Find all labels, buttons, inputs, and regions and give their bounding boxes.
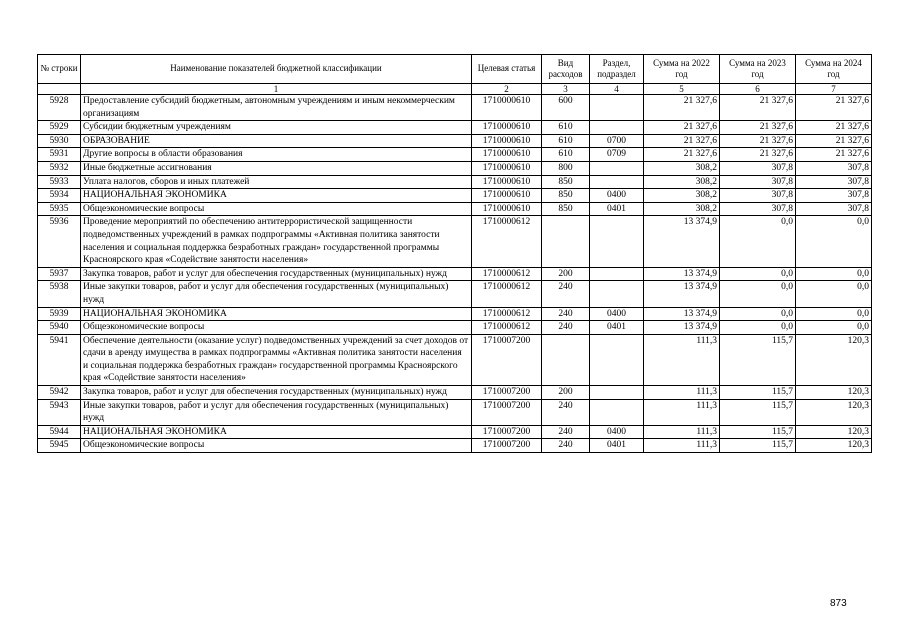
sum-2023-cell: 0,0: [720, 216, 796, 267]
sum-2023-cell: 0,0: [720, 267, 796, 281]
indicator-name-cell: Предоставление субсидий бюджетным, автономным учреждениям и иным некоммерческим организациям: [81, 95, 472, 121]
section-cell: [590, 281, 644, 307]
table-row: [38, 267, 872, 281]
sum-2022-cell: 111,3: [644, 425, 720, 439]
section-cell: [590, 334, 644, 385]
expense-type-cell: 240: [542, 281, 590, 307]
sum-2022-cell: 308,2: [644, 161, 720, 175]
indicator-name-cell: Общеэкономические вопросы: [81, 439, 472, 453]
row-number-cell: 5942: [38, 386, 81, 400]
section-cell: [590, 386, 644, 400]
expense-type-cell: 800: [542, 161, 590, 175]
sum-2022-cell: 21 327,6: [644, 121, 720, 135]
sum-2022-cell: 13 374,9: [644, 281, 720, 307]
target-article-cell: 1710000610: [472, 189, 542, 203]
sum-2024-cell: 120,3: [796, 439, 872, 453]
column-number: 4: [590, 84, 644, 95]
expense-type-cell: 240: [542, 399, 590, 425]
sum-2023-cell: 0,0: [720, 307, 796, 321]
sum-2022-cell: 111,3: [644, 439, 720, 453]
target-article-cell: 1710007200: [472, 399, 542, 425]
expense-type-cell: [542, 334, 590, 385]
sum-2022-cell: 111,3: [644, 386, 720, 400]
sum-2023-cell: 21 327,6: [720, 148, 796, 162]
expense-type-cell: 240: [542, 321, 590, 335]
expense-type-cell: 240: [542, 425, 590, 439]
sum-2022-cell: 111,3: [644, 399, 720, 425]
target-article-cell: 1710000612: [472, 321, 542, 335]
sum-2024-cell: 120,3: [796, 386, 872, 400]
sum-2022-cell: 13 374,9: [644, 267, 720, 281]
section-cell: [590, 95, 644, 121]
row-number-cell: 5934: [38, 189, 81, 203]
sum-2024-cell: 21 327,6: [796, 121, 872, 135]
section-cell: 0401: [590, 439, 644, 453]
expense-type-cell: 610: [542, 148, 590, 162]
target-article-cell: 1710000612: [472, 281, 542, 307]
table-row: [38, 202, 872, 216]
header-target: Целевая статья: [472, 55, 542, 84]
section-cell: 0401: [590, 202, 644, 216]
table-header-row: [38, 55, 872, 84]
row-number-cell: 5937: [38, 267, 81, 281]
indicator-name-cell: Общеэкономические вопросы: [81, 321, 472, 335]
expense-type-cell: [542, 216, 590, 267]
column-number: [38, 84, 81, 95]
sum-2023-cell: 21 327,6: [720, 95, 796, 121]
sum-2022-cell: 21 327,6: [644, 134, 720, 148]
table-row: [38, 334, 872, 385]
target-article-cell: 1710000610: [472, 202, 542, 216]
table-row: [38, 386, 872, 400]
row-number-cell: 5928: [38, 95, 81, 121]
sum-2022-cell: 308,2: [644, 202, 720, 216]
sum-2022-cell: 21 327,6: [644, 95, 720, 121]
row-number-cell: 5936: [38, 216, 81, 267]
indicator-name-cell: НАЦИОНАЛЬНАЯ ЭКОНОМИКА: [81, 425, 472, 439]
row-number-cell: 5931: [38, 148, 81, 162]
sum-2023-cell: 115,7: [720, 334, 796, 385]
sum-2023-cell: 21 327,6: [720, 134, 796, 148]
expense-type-cell: 850: [542, 189, 590, 203]
indicator-name-cell: ОБРАЗОВАНИЕ: [81, 134, 472, 148]
indicator-name-cell: Иные закупки товаров, работ и услуг для обеспечения государственных (муниципальных) нужд: [81, 281, 472, 307]
section-cell: 0400: [590, 189, 644, 203]
sum-2023-cell: 0,0: [720, 321, 796, 335]
sum-2022-cell: 13 374,9: [644, 216, 720, 267]
target-article-cell: 1710000612: [472, 307, 542, 321]
section-cell: [590, 175, 644, 189]
indicator-name-cell: Закупка товаров, работ и услуг для обеспечения государственных (муниципальных) нужд: [81, 267, 472, 281]
target-article-cell: 1710000610: [472, 175, 542, 189]
column-number: 1: [81, 84, 472, 95]
row-number-cell: 5941: [38, 334, 81, 385]
section-cell: [590, 161, 644, 175]
header-sum-2022: Сумма на 2022 год: [644, 55, 720, 84]
table-row: [38, 148, 872, 162]
sum-2023-cell: 307,8: [720, 161, 796, 175]
section-cell: 0700: [590, 134, 644, 148]
column-number: 6: [720, 84, 796, 95]
table-body: [38, 95, 872, 453]
expense-type-cell: 200: [542, 267, 590, 281]
table-row: [38, 321, 872, 335]
table-row: [38, 189, 872, 203]
sum-2023-cell: 307,8: [720, 175, 796, 189]
header-row-number: № строки: [38, 55, 81, 84]
header-name: Наименование показателей бюджетной классификации: [81, 55, 472, 84]
row-number-cell: 5929: [38, 121, 81, 135]
row-number-cell: 5932: [38, 161, 81, 175]
sum-2022-cell: 21 327,6: [644, 148, 720, 162]
sum-2024-cell: 0,0: [796, 281, 872, 307]
indicator-name-cell: Уплата налогов, сборов и иных платежей: [81, 175, 472, 189]
row-number-cell: 5943: [38, 399, 81, 425]
sum-2022-cell: 13 374,9: [644, 307, 720, 321]
table-row: [38, 175, 872, 189]
target-article-cell: 1710000610: [472, 95, 542, 121]
sum-2024-cell: 307,8: [796, 175, 872, 189]
header-sum-2023: Сумма на 2023 год: [720, 55, 796, 84]
indicator-name-cell: Иные бюджетные ассигнования: [81, 161, 472, 175]
sum-2024-cell: 120,3: [796, 399, 872, 425]
table-row: [38, 161, 872, 175]
section-cell: [590, 216, 644, 267]
indicator-name-cell: Субсидии бюджетным учреждениям: [81, 121, 472, 135]
sum-2022-cell: 13 374,9: [644, 321, 720, 335]
column-number: 3: [542, 84, 590, 95]
header-section: Раздел, подраздел: [590, 55, 644, 84]
sum-2024-cell: 307,8: [796, 202, 872, 216]
target-article-cell: 1710000610: [472, 121, 542, 135]
sum-2022-cell: 308,2: [644, 175, 720, 189]
section-cell: 0401: [590, 321, 644, 335]
expense-type-cell: 240: [542, 439, 590, 453]
sum-2023-cell: 0,0: [720, 281, 796, 307]
target-article-cell: 1710007200: [472, 334, 542, 385]
table-row: [38, 307, 872, 321]
section-cell: 0709: [590, 148, 644, 162]
row-number-cell: 5944: [38, 425, 81, 439]
row-number-cell: 5935: [38, 202, 81, 216]
expense-type-cell: 610: [542, 121, 590, 135]
sum-2023-cell: 115,7: [720, 439, 796, 453]
section-cell: [590, 267, 644, 281]
sum-2023-cell: 307,8: [720, 189, 796, 203]
indicator-name-cell: НАЦИОНАЛЬНАЯ ЭКОНОМИКА: [81, 189, 472, 203]
expense-type-cell: 850: [542, 175, 590, 189]
column-number: 5: [644, 84, 720, 95]
indicator-name-cell: Другие вопросы в области образования: [81, 148, 472, 162]
expense-type-cell: 850: [542, 202, 590, 216]
column-number: 7: [796, 84, 872, 95]
sum-2024-cell: 0,0: [796, 216, 872, 267]
table-row: [38, 216, 872, 267]
page-number: 873: [830, 598, 847, 609]
target-article-cell: 1710000610: [472, 148, 542, 162]
section-cell: [590, 121, 644, 135]
sum-2024-cell: 307,8: [796, 189, 872, 203]
indicator-name-cell: Общеэкономические вопросы: [81, 202, 472, 216]
indicator-name-cell: Иные закупки товаров, работ и услуг для обеспечения государственных (муниципальных) нужд: [81, 399, 472, 425]
sum-2023-cell: 115,7: [720, 399, 796, 425]
table-row: [38, 425, 872, 439]
expense-type-cell: 240: [542, 307, 590, 321]
target-article-cell: 1710000610: [472, 161, 542, 175]
row-number-cell: 5930: [38, 134, 81, 148]
row-number-cell: 5945: [38, 439, 81, 453]
target-article-cell: 1710007200: [472, 386, 542, 400]
header-type: Вид расходов: [542, 55, 590, 84]
indicator-name-cell: Закупка товаров, работ и услуг для обеспечения государственных (муниципальных) нужд: [81, 386, 472, 400]
column-number-row: [38, 84, 872, 95]
section-cell: 0400: [590, 307, 644, 321]
sum-2023-cell: 115,7: [720, 386, 796, 400]
sum-2023-cell: 307,8: [720, 202, 796, 216]
indicator-name-cell: Обеспечение деятельности (оказание услуг) подведомственных учреждений за счет доходов от сдачи в аренду имущества в рамках подпрограммы «Активная политика занятости населения и социальная поддержка безработных граждан» государственной программы Красноярского края «Содействие занятости населения»: [81, 334, 472, 385]
indicator-name-cell: НАЦИОНАЛЬНАЯ ЭКОНОМИКА: [81, 307, 472, 321]
target-article-cell: 1710000612: [472, 216, 542, 267]
indicator-name-cell: Проведение мероприятий по обеспечению антитеррористической защищенности подведомственных учреждений в рамках подпрограммы «Активная политика занятости населения и социальная поддержка безработных граждан» государственной программы Красноярского края «Содействие занятости населения»: [81, 216, 472, 267]
target-article-cell: 1710000610: [472, 134, 542, 148]
table-row: [38, 95, 872, 121]
table-row: [38, 134, 872, 148]
sum-2024-cell: 0,0: [796, 267, 872, 281]
row-number-cell: 5933: [38, 175, 81, 189]
section-cell: [590, 399, 644, 425]
target-article-cell: 1710007200: [472, 439, 542, 453]
sum-2023-cell: 115,7: [720, 425, 796, 439]
table-row: [38, 281, 872, 307]
table-row: [38, 399, 872, 425]
sum-2024-cell: 21 327,6: [796, 95, 872, 121]
sum-2023-cell: 21 327,6: [720, 121, 796, 135]
row-number-cell: 5938: [38, 281, 81, 307]
sum-2024-cell: 307,8: [796, 161, 872, 175]
sum-2024-cell: 120,3: [796, 425, 872, 439]
row-number-cell: 5939: [38, 307, 81, 321]
budget-table: [37, 54, 872, 453]
expense-type-cell: 200: [542, 386, 590, 400]
target-article-cell: 1710007200: [472, 425, 542, 439]
sum-2024-cell: 0,0: [796, 321, 872, 335]
header-sum-2024: Сумма на 2024 год: [796, 55, 872, 84]
row-number-cell: 5940: [38, 321, 81, 335]
sum-2024-cell: 0,0: [796, 307, 872, 321]
sum-2024-cell: 21 327,6: [796, 148, 872, 162]
column-number: 2: [472, 84, 542, 95]
sum-2024-cell: 21 327,6: [796, 134, 872, 148]
expense-type-cell: 610: [542, 134, 590, 148]
table-row: [38, 121, 872, 135]
expense-type-cell: 600: [542, 95, 590, 121]
section-cell: 0400: [590, 425, 644, 439]
table-row: [38, 439, 872, 453]
target-article-cell: 1710000612: [472, 267, 542, 281]
sum-2022-cell: 111,3: [644, 334, 720, 385]
sum-2024-cell: 120,3: [796, 334, 872, 385]
sum-2022-cell: 308,2: [644, 189, 720, 203]
